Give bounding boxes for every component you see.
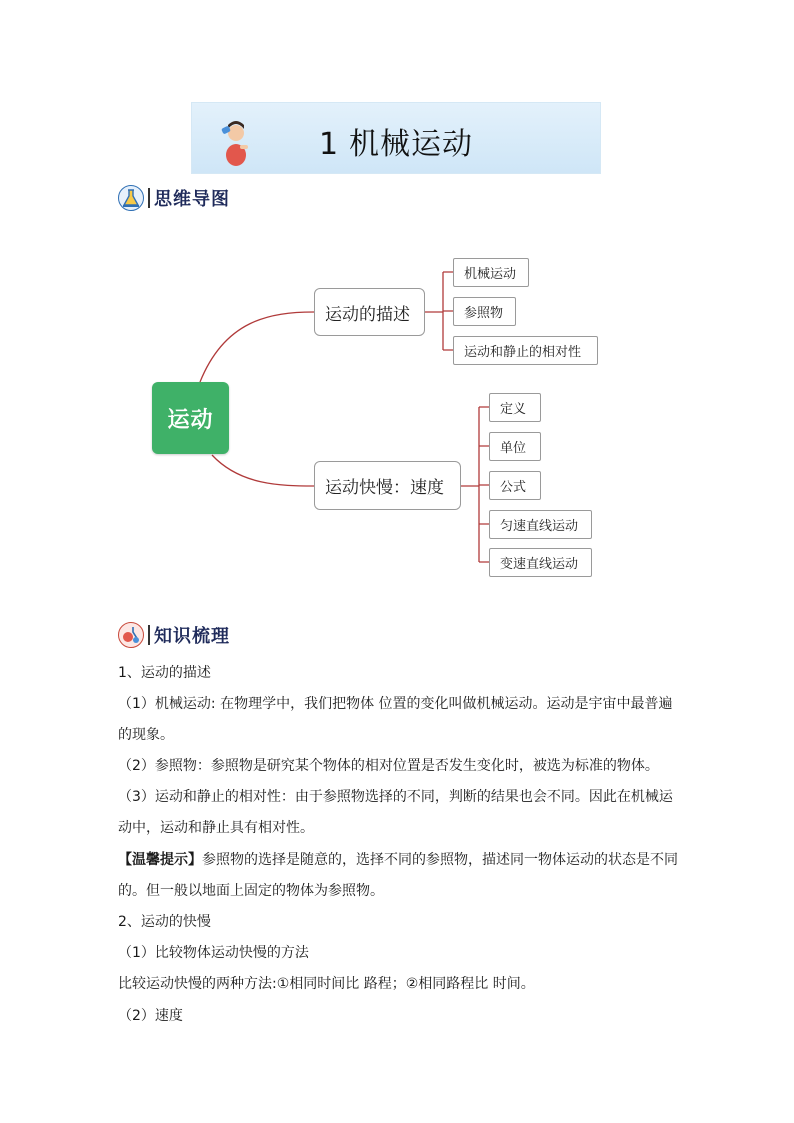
paragraph-mechanical-motion-cont: 的现象。 [118,727,174,743]
mindmap-leaf-node: 公式 [489,471,541,500]
mindmap-leaf-node: 机械运动 [453,258,529,287]
paragraph-tip-cont: 的。但一般以地面上固定的物体为参照物。 [118,883,384,899]
title-banner [191,102,601,174]
section-header-knowledge [118,621,230,649]
paragraph-compare-method: （1）比较物体运动快慢的方法 [118,945,309,961]
paragraph-relativity: （3）运动和静止的相对性：由于参照物选择的不同，判断的结果也会不同。因此在机械运 [118,789,673,805]
mindmap-leaf-node: 定义 [489,393,541,422]
tip-label: 【温馨提示】 [118,852,202,868]
heading-motion-description: 1、运动的描述 [118,665,211,681]
paragraph-tip: 【温馨提示】参照物的选择是随意的，选择不同的参照物，描述同一物体运动的状态是不同 [118,852,678,868]
paragraph-two-methods: 比较运动快慢的两种方法:①相同时间比 路程；②相同路程比 时间。 [118,976,535,992]
header-divider [148,188,150,208]
section-header-mindmap [118,184,230,212]
section-title: 思维导图 [154,189,230,210]
section-title: 知识梳理 [154,626,230,647]
mindmap-leaf-node: 单位 [489,432,541,461]
lab-flask-icon [118,622,144,648]
mindmap-branch-node: 运动快慢：速度 [314,461,461,510]
header-divider [148,625,150,645]
mindmap-root-node: 运动 [152,382,229,454]
mindmap-leaf-node: 运动和静止的相对性 [453,336,598,365]
mindmap-leaf-node: 匀速直线运动 [489,510,592,539]
paragraph-mechanical-motion: （1）机械运动: 在物理学中，我们把物体 位置的变化叫做机械运动。运动是宇宙中最普遍 [118,696,673,712]
mindmap-leaf-node: 参照物 [453,297,516,326]
paragraph-speed: （2）速度 [118,1008,183,1024]
paragraph-relativity-cont: 动中，运动和静止具有相对性。 [118,820,314,836]
mindmap-leaf-node: 变速直线运动 [489,548,592,577]
heading-motion-speed: 2、运动的快慢 [118,914,211,930]
paragraph-reference-object: （2）参照物：参照物是研究某个物体的相对位置是否发生变化时，被选为标准的物体。 [118,758,659,774]
mindmap-branch-node: 运动的描述 [314,288,425,336]
page-title: 1 机械运动 [318,127,474,162]
flask-icon [118,185,144,211]
